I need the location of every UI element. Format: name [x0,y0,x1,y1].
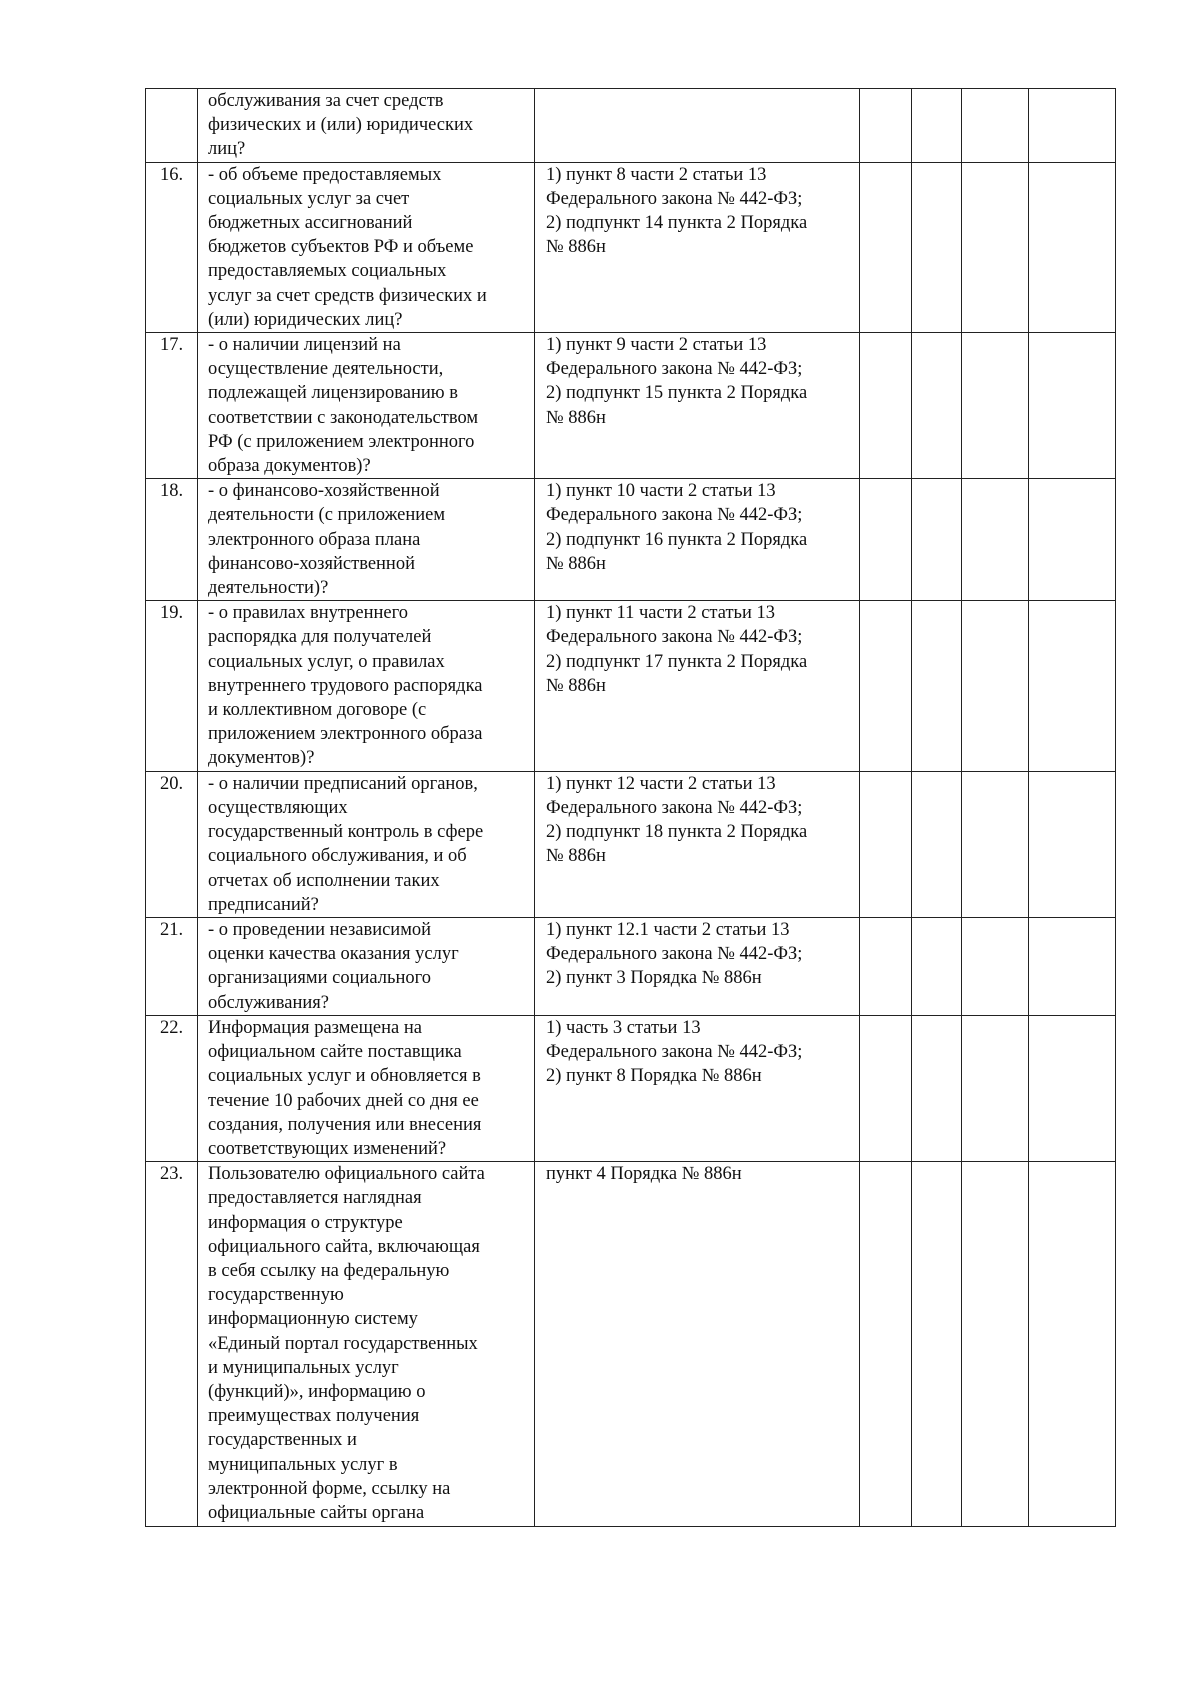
table-row [146,917,1116,1015]
legal-reference: пункт 4 Порядка № 886н [535,1162,860,1527]
question-text: Пользователю официального сайта предоставляется наглядная информация о структуре официального сайта, включающая в себя ссылку на федеральную государственную информационную систему «Единый портал государственных и муниципальных услуг (функций)», информацию о преимуществах получения государственных и муниципальных услуг в электронной форме, ссылку на официальные сайты органа [198,1162,535,1527]
answer-no-cell [912,333,962,479]
question-text: - об объеме предоставляемых социальных услуг за счет бюджетных ассигнований бюджетов субъектов РФ и объеме предоставляемых социальных услуг за счет средств физических и (или) юридических лиц? [198,162,535,332]
table-row [146,333,1116,479]
answer-na-cell [962,162,1029,332]
table-row [146,1015,1116,1161]
table-row [146,601,1116,771]
answer-yes-cell [860,601,912,771]
answer-no-cell [912,89,962,163]
answer-na-cell [962,333,1029,479]
answer-na-cell [962,89,1029,163]
question-text: - о наличии лицензий на осуществление деятельности, подлежащей лицензированию в соответствии с законодательством РФ (с приложением электронного образа документов)? [198,333,535,479]
row-number [146,89,198,163]
notes-cell [1029,479,1116,601]
notes-cell [1029,162,1116,332]
question-text: - о проведении независимой оценки качества оказания услуг организациями социального обслуживания? [198,917,535,1015]
row-number: 16. [146,162,198,332]
row-number: 23. [146,1162,198,1527]
legal-reference [535,89,860,163]
legal-reference: 1) пункт 9 части 2 статьи 13 Федерального закона № 442-ФЗ; 2) подпункт 15 пункта 2 Порядка № 886н [535,333,860,479]
answer-yes-cell [860,162,912,332]
table-row [146,89,1116,163]
notes-cell [1029,1015,1116,1161]
answer-na-cell [962,917,1029,1015]
table-row [146,479,1116,601]
row-number: 18. [146,479,198,601]
answer-na-cell [962,601,1029,771]
answer-no-cell [912,601,962,771]
legal-reference: 1) пункт 10 части 2 статьи 13 Федерального закона № 442-ФЗ; 2) подпункт 16 пункта 2 Порядка № 886н [535,479,860,601]
answer-yes-cell [860,1162,912,1527]
answer-no-cell [912,479,962,601]
notes-cell [1029,89,1116,163]
answer-no-cell [912,1015,962,1161]
row-number: 19. [146,601,198,771]
notes-cell [1029,333,1116,479]
notes-cell [1029,601,1116,771]
table-row [146,771,1116,917]
legal-reference: 1) пункт 8 части 2 статьи 13 Федерального закона № 442-ФЗ; 2) подпункт 14 пункта 2 Порядка № 886н [535,162,860,332]
answer-yes-cell [860,89,912,163]
answer-na-cell [962,479,1029,601]
answer-yes-cell [860,333,912,479]
legal-reference: 1) пункт 12.1 части 2 статьи 13 Федерального закона № 442-ФЗ; 2) пункт 3 Порядка № 886н [535,917,860,1015]
notes-cell [1029,1162,1116,1527]
question-text: - о правилах внутреннего распорядка для получателей социальных услуг, о правилах внутреннего трудового распорядка и коллективном договоре (с приложением электронного образа документов)? [198,601,535,771]
answer-yes-cell [860,1015,912,1161]
question-text: - о наличии предписаний органов, осуществляющих государственный контроль в сфере социального обслуживания, и об отчетах об исполнении таких предписаний? [198,771,535,917]
legal-reference: 1) часть 3 статьи 13 Федерального закона № 442-ФЗ; 2) пункт 8 Порядка № 886н [535,1015,860,1161]
legal-reference: 1) пункт 12 части 2 статьи 13 Федерального закона № 442-ФЗ; 2) подпункт 18 пункта 2 Порядка № 886н [535,771,860,917]
answer-yes-cell [860,479,912,601]
answer-na-cell [962,1015,1029,1161]
question-text: обслуживания за счет средств физических и (или) юридических лиц? [198,89,535,163]
answer-na-cell [962,1162,1029,1527]
notes-cell [1029,917,1116,1015]
row-number: 20. [146,771,198,917]
answer-no-cell [912,771,962,917]
table-row [146,162,1116,332]
row-number: 17. [146,333,198,479]
answer-na-cell [962,771,1029,917]
table-row [146,1162,1116,1527]
answer-yes-cell [860,917,912,1015]
notes-cell [1029,771,1116,917]
question-text: Информация размещена на официальном сайте поставщика социальных услуг и обновляется в течение 10 рабочих дней со дня ее создания, получения или внесения соответствующих изменений? [198,1015,535,1161]
checklist-table [145,88,1116,1527]
answer-no-cell [912,917,962,1015]
legal-reference: 1) пункт 11 части 2 статьи 13 Федерального закона № 442-ФЗ; 2) подпункт 17 пункта 2 Порядка № 886н [535,601,860,771]
answer-no-cell [912,1162,962,1527]
row-number: 22. [146,1015,198,1161]
answer-yes-cell [860,771,912,917]
row-number: 21. [146,917,198,1015]
answer-no-cell [912,162,962,332]
question-text: - о финансово-хозяйственной деятельности (с приложением электронного образа плана финансово-хозяйственной деятельности)? [198,479,535,601]
